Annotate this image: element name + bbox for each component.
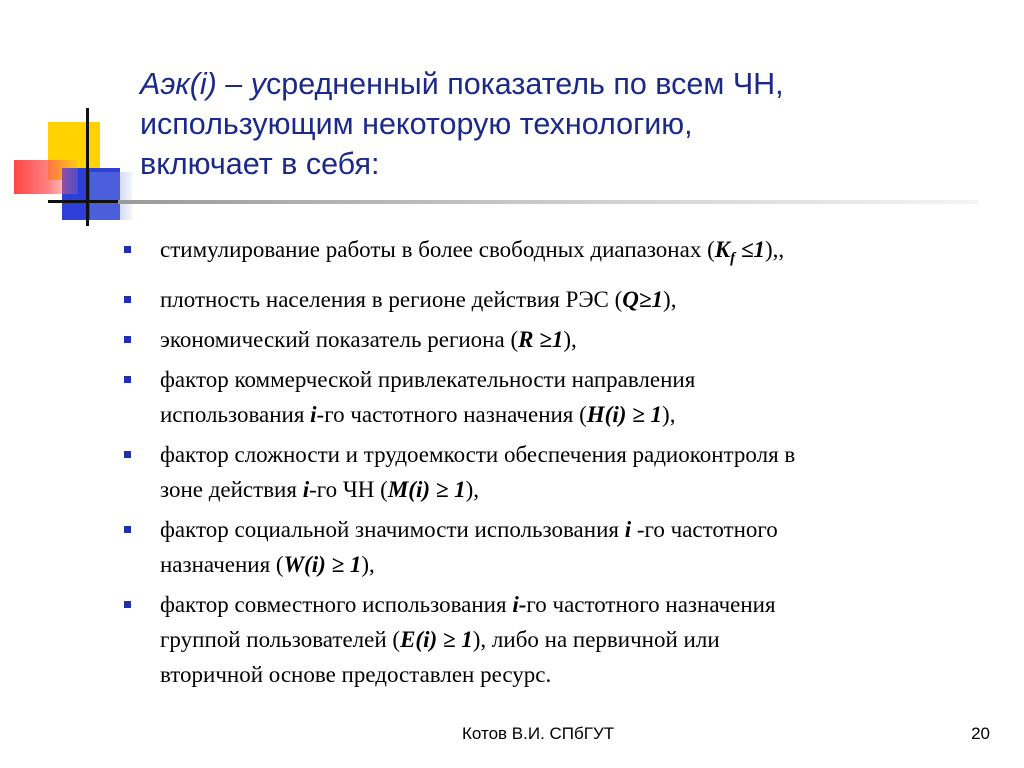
list-item [120,232,980,277]
bullet-text: использования [160,401,311,427]
list-item [120,512,980,582]
bullet-icon [124,451,131,458]
bullet-text: фактор совместного использования [160,591,513,617]
bullet-text: плотность населения в регионе действия РЭС ( [160,286,623,312]
deco-red-gradient [14,160,78,194]
decorative-logo [0,0,140,240]
title-line-2: использующим некоторую технологию, [140,107,693,141]
deco-vertical-line [86,108,89,226]
bullet-text: группой пользователей ( [160,626,401,652]
bullet-text: го частотного назначения [526,591,776,617]
bullet-text: фактор коммерческой привлекательности направления [160,366,696,392]
list-item [120,322,980,357]
formula-index: i- [512,591,527,617]
title-line-3: включает в себя: [140,147,380,181]
bullet-text: фактор сложности и трудоемкости обеспечения радиоконтроля в [160,441,796,467]
formula-condition: W(i) ≥ 1 [283,551,362,577]
formula-subscript: f [730,250,736,267]
bullet-icon [124,296,131,303]
bullet-text: фактор социальной значимости использования [160,516,625,542]
title-line-1 [140,64,960,104]
slide-footer [0,724,1024,748]
bullet-text: ), либо на первичной или [472,626,720,652]
bullet-text-end: ), [361,551,375,577]
footer-author: Котов В.И. СПбГУТ [462,724,615,743]
bullet-text-end: ), [663,286,677,312]
bullet-list [120,232,980,697]
list-item [120,362,980,432]
bullet-text-end: ), [465,476,480,502]
formula-condition: H(i) ≥ 1 [586,401,663,427]
bullet-text-end: ),, [764,237,785,262]
deco-blue-fade [90,172,132,220]
page-number: 20 [971,724,990,743]
list-item [120,437,980,507]
formula-index: i [310,401,317,427]
formula-condition: Q≥1 [622,286,664,312]
bullet-text-end: ), [563,326,577,352]
formula-condition: E(i) ≥ 1 [400,626,473,652]
slide-title [140,64,960,184]
bullet-icon [124,336,131,343]
bullet-icon [124,601,131,608]
formula-condition: M(i) ≥ 1 [387,476,466,502]
formula-condition: R ≥1 [518,326,564,352]
bullet-text-end: ), [662,401,676,427]
title-formula: Аэк(i) – у [140,67,266,101]
formula-index: i [302,476,310,502]
bullet-text: экономический показатель региона ( [160,326,519,352]
formula-condition: ≤1 [735,237,765,262]
formula-symbol: K [714,237,731,262]
bullet-icon [124,246,131,253]
bullet-text-end: вторичной основе предоставлен ресурс. [160,661,552,687]
title-separator [118,200,978,204]
list-item [120,587,980,692]
bullet-text: -го частотного назначения ( [316,401,587,427]
bullet-text: -го частотного [631,516,778,542]
bullet-icon [124,526,131,533]
bullet-text: стимулирование работы в более свободных диапазонах ( [160,237,715,262]
bullet-icon [124,376,131,383]
title-line-1-text: средненный показатель по всем ЧН, [266,67,784,101]
list-item [120,282,980,317]
bullet-text: назначения ( [160,551,284,577]
bullet-text: зоне действия [160,476,303,502]
formula-index: i [624,516,632,542]
bullet-text: -го ЧН ( [309,476,388,502]
